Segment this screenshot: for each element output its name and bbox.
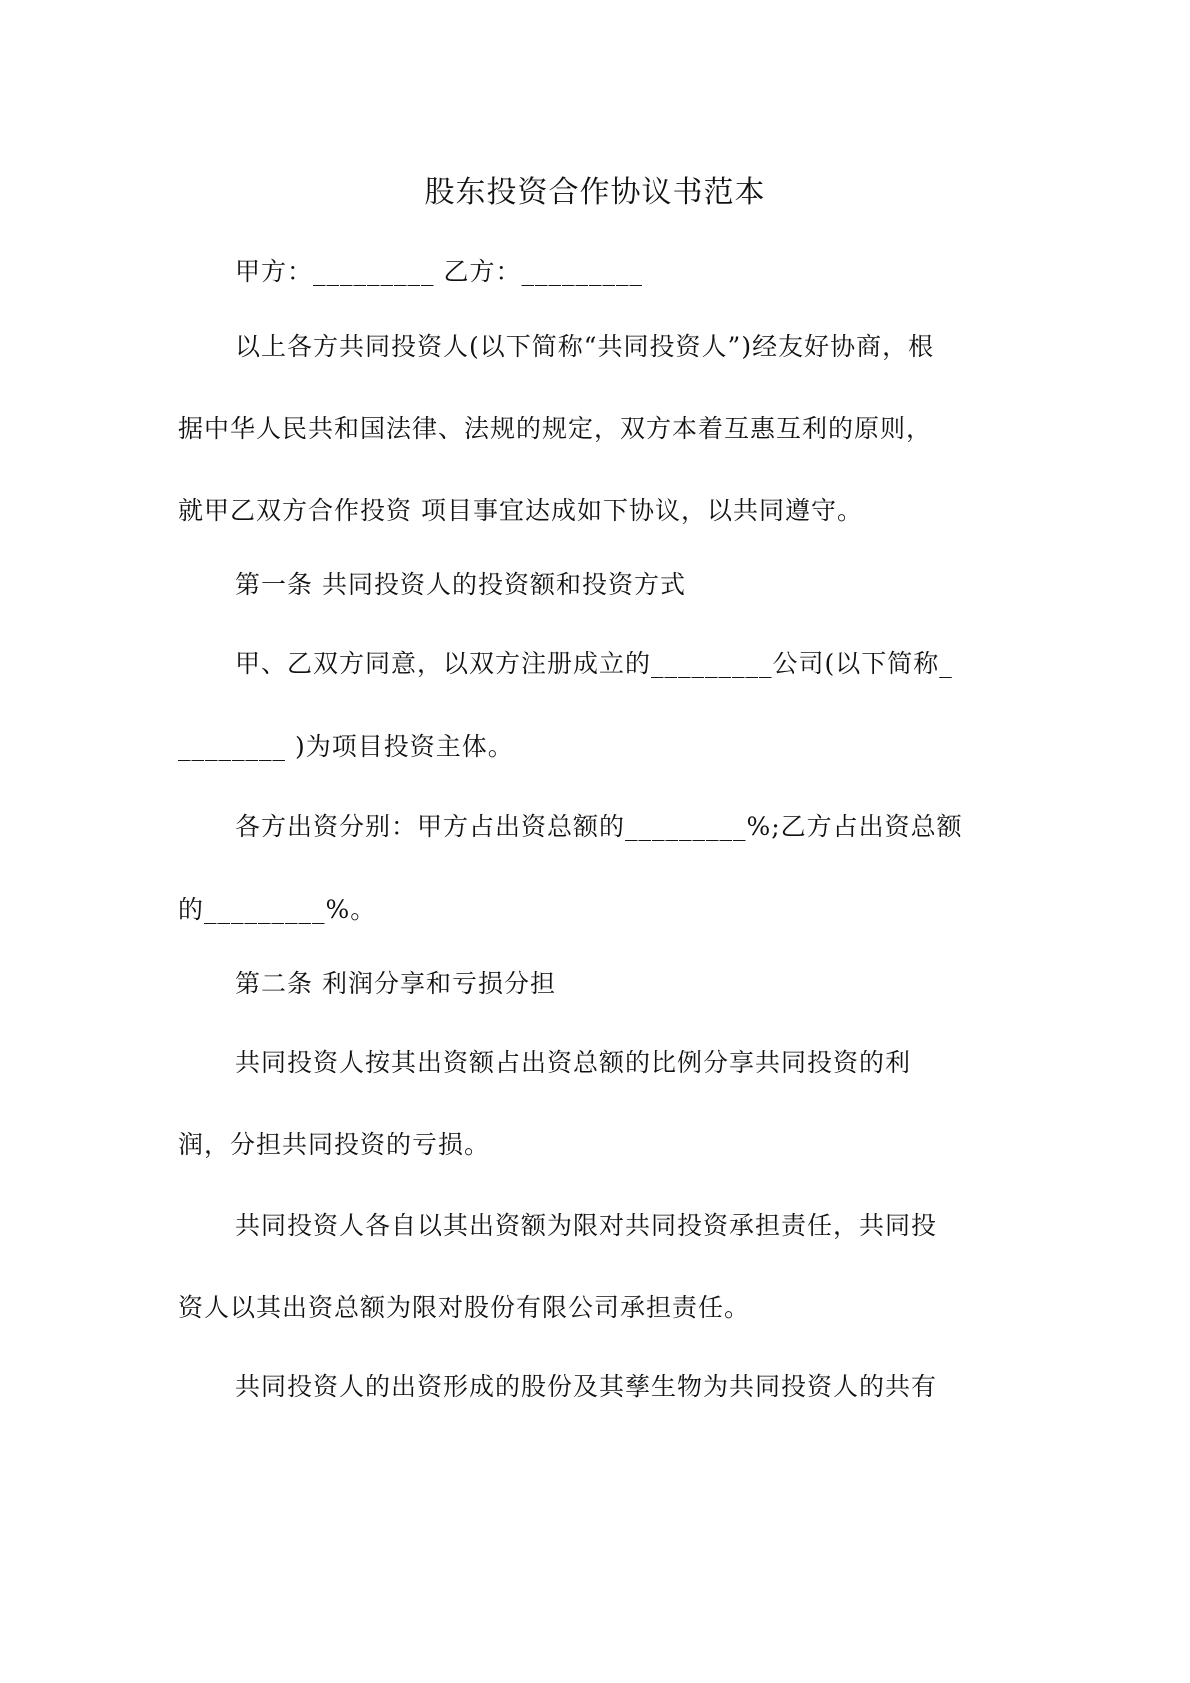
paragraph-line: 的_________%。 xyxy=(178,895,377,924)
paragraph-line: 据中华人民共和国法律、法规的规定，双方本着互惠互利的原则， xyxy=(178,414,933,443)
paragraph-line: 以上各方共同投资人(以下简称“共同投资人”)经友好协商，根 xyxy=(235,332,935,361)
paragraph-line: 各方出资分别：甲方占出资总额的_________%;乙方占出资总额 xyxy=(235,812,963,841)
paragraph-line: 共同投资人各自以其出资额为限对共同投资承担责任，共同投 xyxy=(235,1211,938,1240)
paragraph-line: 润，分担共同投资的亏损。 xyxy=(178,1130,491,1159)
section-heading: 第二条 利润分享和亏损分担 xyxy=(235,969,556,998)
party-line: 甲方：_________ 乙方：_________ xyxy=(235,257,643,286)
paragraph-line: 就甲乙双方合作投资 项目事宜达成如下协议，以共同遵守。 xyxy=(178,496,863,525)
document-title: 股东投资合作协议书范本 xyxy=(424,175,766,210)
paragraph-line: ________ )为项目投资主体。 xyxy=(178,732,514,761)
paragraph-line: 共同投资人按其出资额占出资总额的比例分享共同投资的利 xyxy=(235,1048,912,1077)
paragraph-line: 甲、乙双方同意，以双方注册成立的_________公司(以下简称_ xyxy=(235,649,953,678)
paragraph-line: 共同投资人的出资形成的股份及其孳生物为共同投资人的共有 xyxy=(235,1372,938,1401)
paragraph-line: 资人以其出资总额为限对股份有限公司承担责任。 xyxy=(178,1293,751,1322)
section-heading: 第一条 共同投资人的投资额和投资方式 xyxy=(235,570,686,599)
